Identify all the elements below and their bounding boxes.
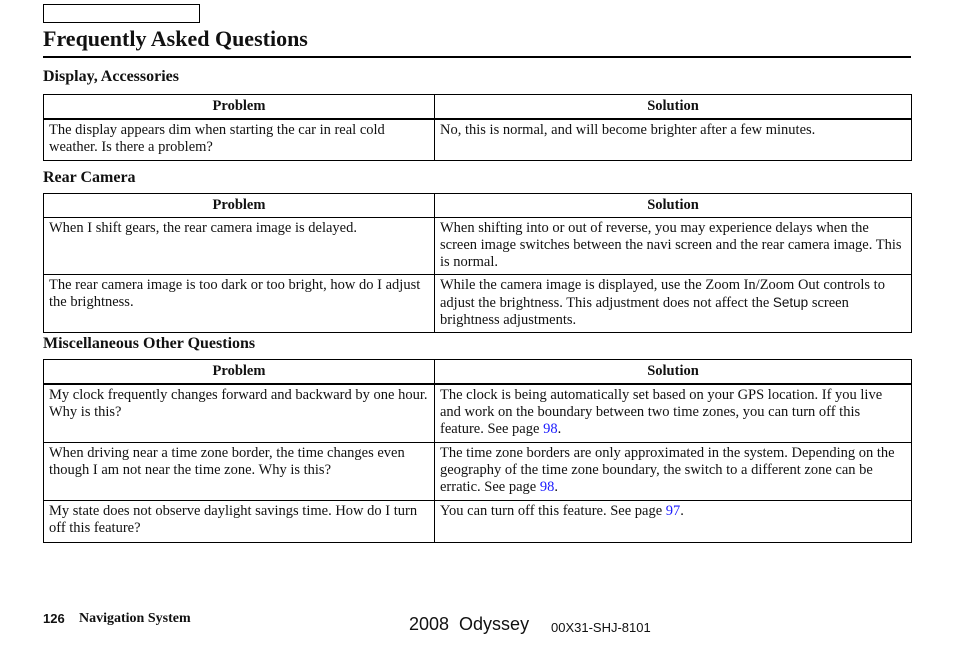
solution-cell (435, 275, 912, 333)
solution-text: While the camera image is displayed, use the Zoom In/Zoom Out controls to adjust the brightness. This adjustment does not affect the (440, 277, 885, 311)
footer-model: 2008 Odyssey (409, 614, 530, 634)
problem-cell: The display appears dim when starting the car in real cold weather. Is there a problem? (44, 119, 435, 160)
solution-header: Solution (435, 95, 912, 120)
solution-cell: No, this is normal, and will become brighter after a few minutes. (435, 119, 912, 160)
problem-cell: My state does not observe daylight savings time. How do I turn off this feature? (44, 500, 435, 542)
page-link[interactable]: 98 (543, 421, 558, 437)
table-row (44, 384, 912, 442)
table-header-row (44, 194, 912, 218)
solution-cell (435, 384, 912, 442)
problem-cell: When driving near a time zone border, the time changes even though I am not near the time zone. Why is this? (44, 442, 435, 500)
table-header-row (44, 360, 912, 385)
table-row (44, 218, 912, 275)
solution-header: Solution (435, 360, 912, 385)
section-title-misc: Miscellaneous Other Questions (43, 335, 256, 352)
footer-code: 00X31-SHJ-8101 (551, 620, 651, 635)
problem-cell: My clock frequently changes forward and backward by one hour. Why is this? (44, 384, 435, 442)
solution-text: The clock is being automatically set based on your GPS location. If you live and work on the boundary between two time zones, you can turn off this feature. See page (440, 387, 883, 437)
table-header-row (44, 95, 912, 120)
solution-header: Solution (435, 194, 912, 218)
faq-table-rear-camera (43, 193, 912, 333)
solution-text: screen brightness adjustments. (440, 295, 849, 328)
table-row (44, 119, 912, 160)
section-title-rear-camera: Rear Camera (43, 169, 136, 186)
solution-cell (435, 442, 912, 500)
section-title-display: Display, Accessories (43, 68, 179, 85)
problem-header: Problem (44, 360, 435, 385)
title-rule (43, 56, 911, 58)
solution-text: You can turn off this feature. See page (440, 502, 666, 519)
table-row (44, 442, 912, 500)
solution-text: . (554, 478, 558, 495)
footer-page-number: 126 (43, 611, 65, 626)
page-link[interactable]: 98 (539, 478, 555, 495)
problem-cell: The rear camera image is too dark or too bright, how do I adjust the brightness. (44, 275, 435, 333)
table-row (44, 500, 912, 542)
setup-key-label: Setup (772, 295, 809, 310)
table-row (44, 275, 912, 333)
problem-header: Problem (44, 194, 435, 218)
solution-text: . (680, 502, 684, 519)
problem-cell: When I shift gears, the rear camera image is delayed. (44, 218, 435, 275)
page-title: Frequently Asked Questions (43, 26, 308, 51)
faq-table-display (43, 94, 912, 161)
problem-header: Problem (44, 95, 435, 120)
header-tab-box (43, 4, 200, 23)
solution-text: . (557, 421, 562, 437)
solution-cell: When shifting into or out of reverse, you may experience delays when the screen image switches between the navi screen and the rear camera image. This is normal. (435, 218, 912, 275)
page-link[interactable]: 97 (665, 502, 681, 519)
faq-table-misc (43, 359, 912, 543)
solution-cell (435, 500, 912, 542)
solution-text: The time zone borders are only approximated in the system. Depending on the geography of the time zone boundary, the switch to a different zone can be erratic. See page (440, 444, 895, 495)
footer-section: Navigation System (79, 611, 191, 626)
